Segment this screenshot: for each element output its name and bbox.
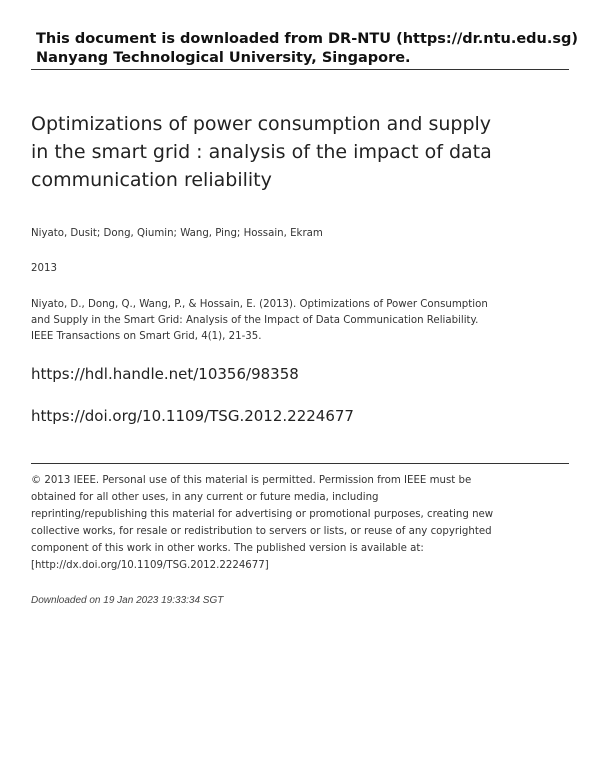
copyright-line: collective works, for resale or redistribution to servers or lists, or reuse of any copyrighted — [31, 526, 492, 537]
copyright-line: © 2013 IEEE. Personal use of this material is permitted. Permission from IEEE must be — [31, 475, 472, 486]
copyright-line: component of this work in other works. The published version is available at: — [31, 543, 424, 554]
header-divider — [31, 69, 569, 70]
header-source-line: This document is downloaded from DR-NTU (https://dr.ntu.edu.sg) — [36, 31, 579, 47]
document-title: Optimizations of power consumption and supply in the smart grid : analysis of the impact of data communication reliability — [31, 113, 492, 191]
copyright-notice — [31, 472, 511, 574]
doi-link[interactable]: https://doi.org/10.1109/TSG.2012.2224677 — [31, 407, 354, 425]
handle-link[interactable]: https://hdl.handle.net/10356/98358 — [31, 365, 299, 383]
copyright-line: reprinting/republishing this material for advertising or promotional purposes, creating new — [31, 509, 494, 520]
copyright-divider — [31, 463, 569, 464]
header-institution-line: Nanyang Technological University, Singapore. — [36, 50, 411, 66]
publication-year: 2013 — [31, 263, 57, 274]
authors: Niyato, Dusit; Dong, Qiumin; Wang, Ping; Hossain, Ekram — [31, 228, 323, 239]
copyright-line: obtained for all other uses, in any current or future media, including — [31, 492, 379, 503]
copyright-line[interactable]: [http://dx.doi.org/10.1109/TSG.2012.2224677] — [31, 560, 269, 571]
download-timestamp: Downloaded on 19 Jan 2023 19:33:34 SGT — [31, 595, 224, 606]
citation: Niyato, D., Dong, Q., Wang, P., & Hossain, E. (2013). Optimizations of Power Consumption and Supply in the Smart Grid: Analysis of the Impact of Data Communication Reliability. IEEE Transactions on Smart Grid, 4(1), 21-35. — [31, 299, 488, 342]
repository-header — [36, 30, 579, 68]
